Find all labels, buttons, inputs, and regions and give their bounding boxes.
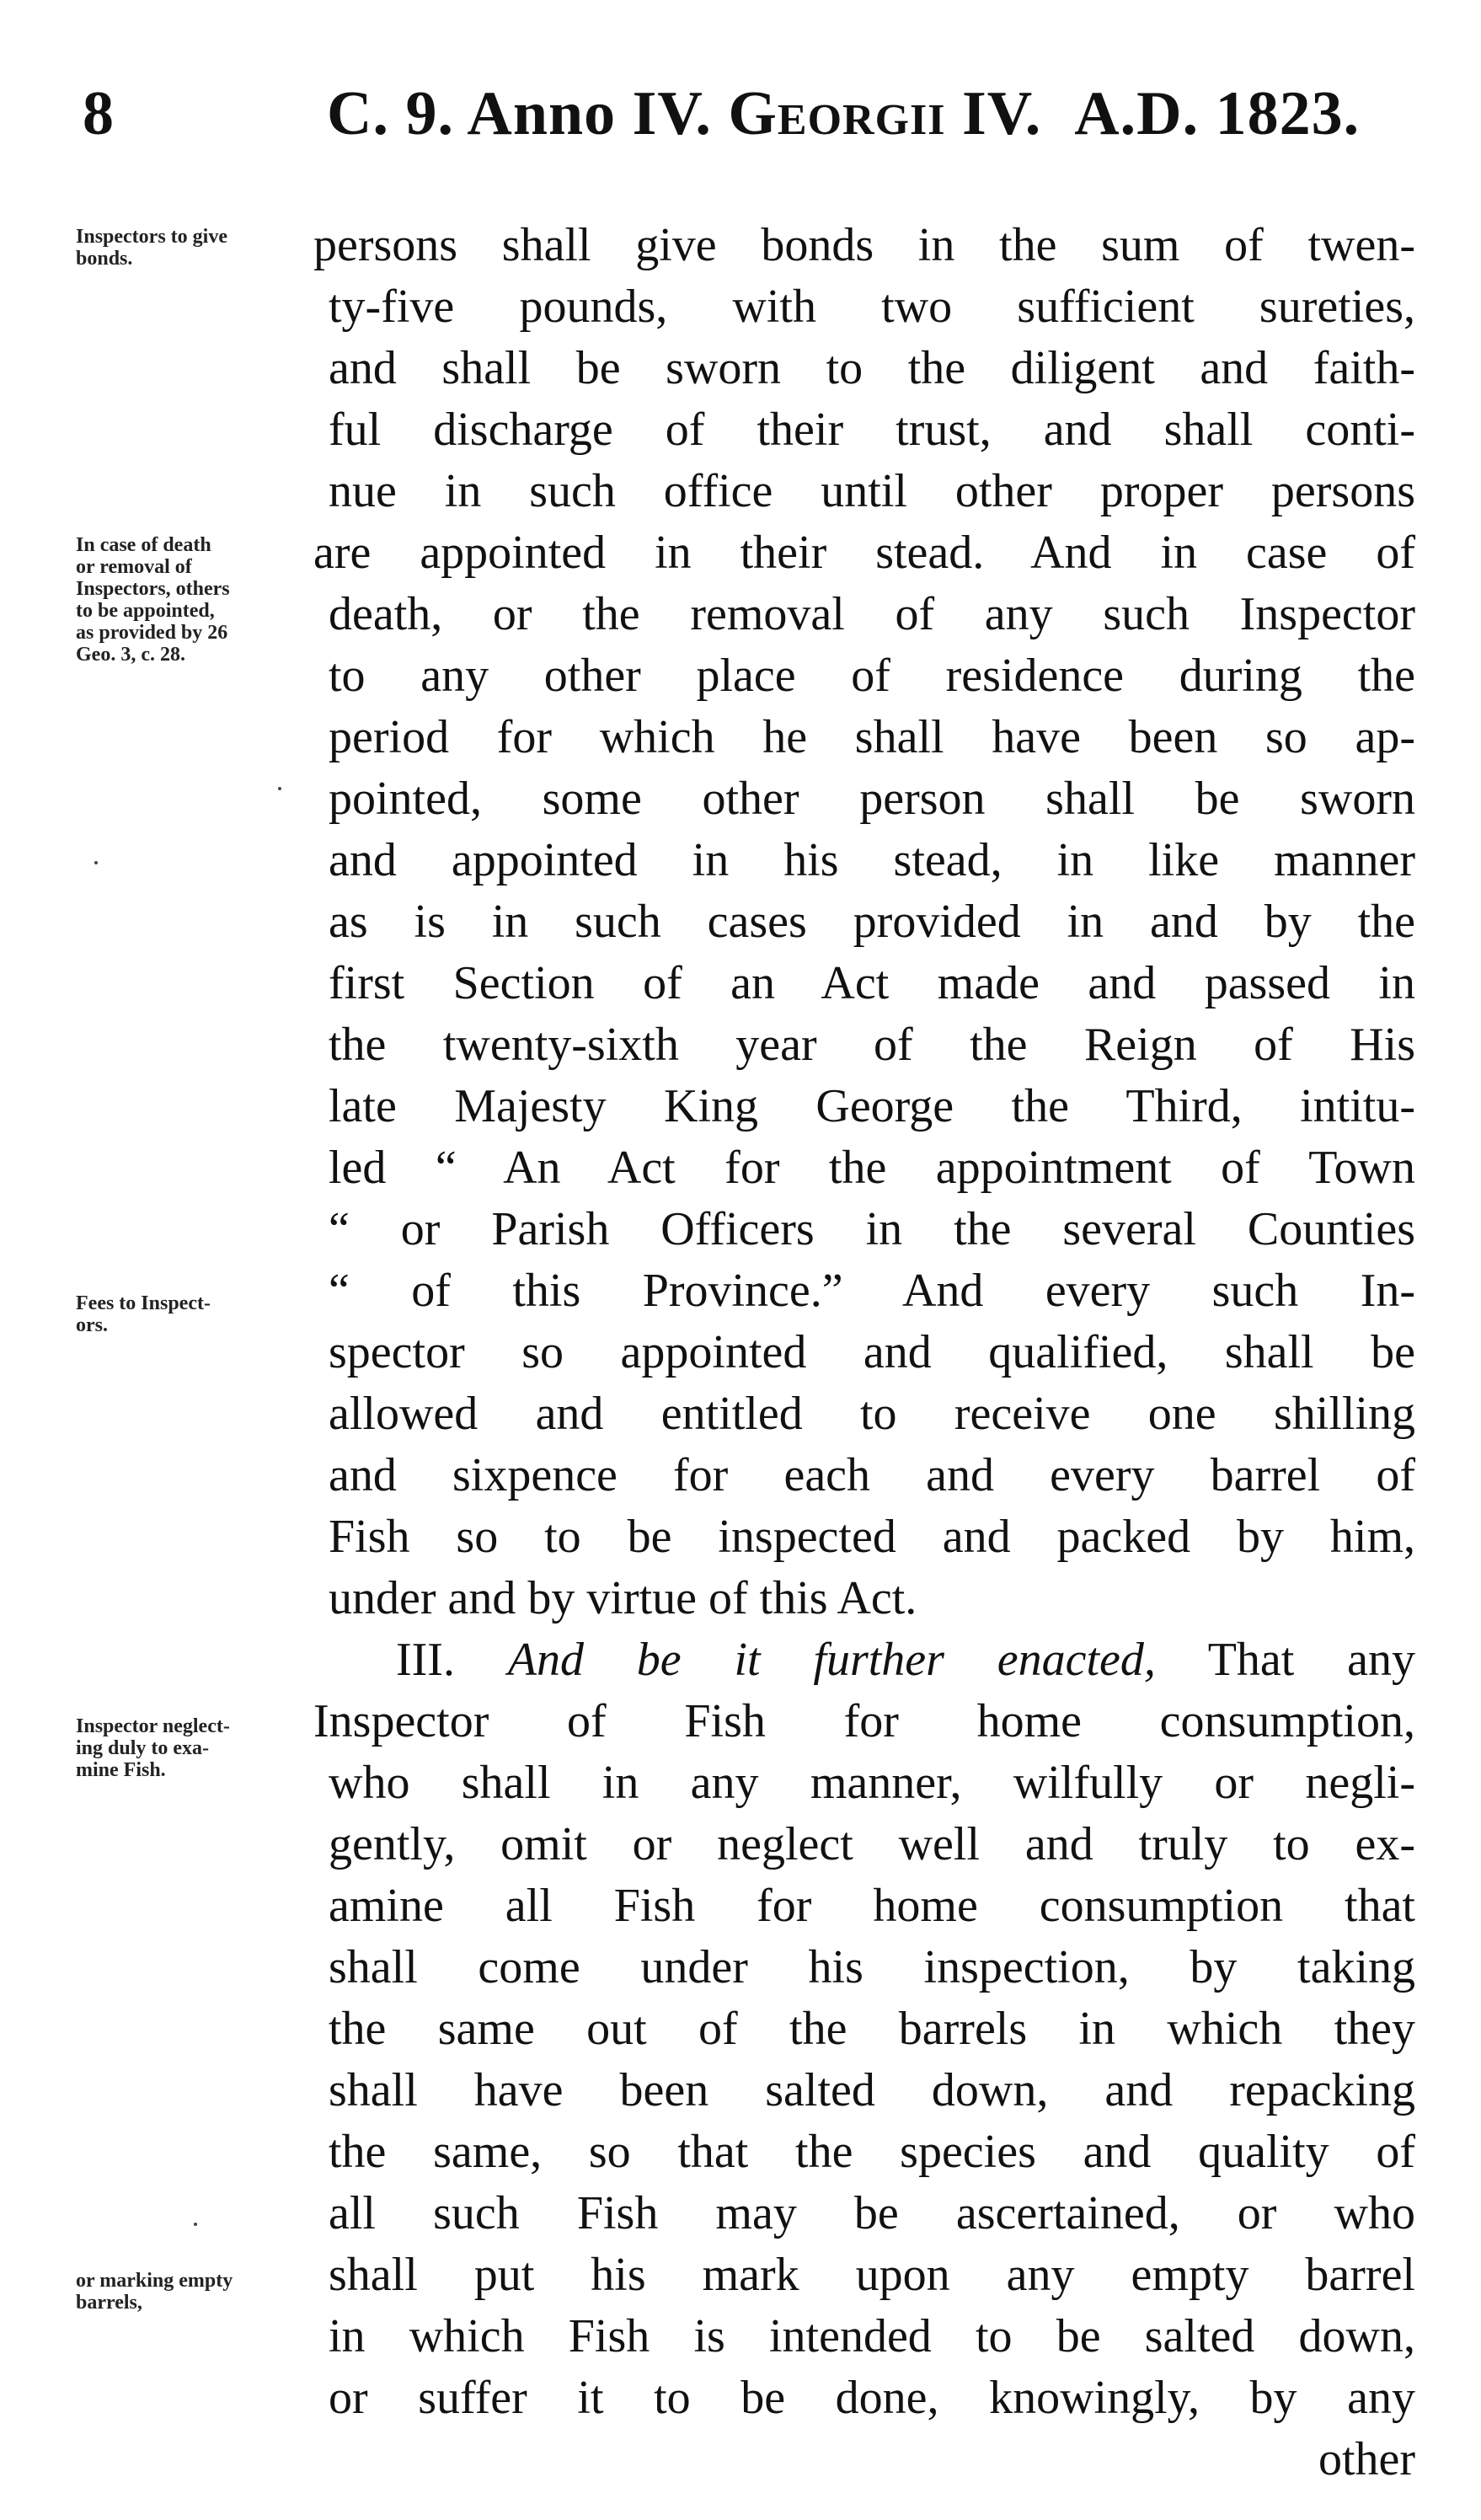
body-line: under and by virtue of this Act.	[329, 1572, 917, 1624]
scan-speck	[94, 861, 98, 864]
body-line: “ or Parish Officers in the several Counties	[329, 1203, 1415, 1255]
body-line: who shall in any manner, wilfully or negli-	[329, 1757, 1415, 1809]
calendar-year: A.D. 1823.	[1074, 79, 1361, 148]
body-line: shall have been salted down, and repacking	[329, 2064, 1415, 2116]
page-header-title	[327, 76, 1360, 152]
body-line: ful discharge of their trust, and shall conti-	[329, 404, 1415, 456]
margin-note-line: as provided by 26	[76, 622, 228, 644]
body-line: “ of this Province.” And every such In-	[329, 1265, 1415, 1317]
margin-note-line: ors.	[76, 1314, 108, 1336]
body-line: as is in such cases provided in and by the	[329, 896, 1415, 948]
body-line: spector so appointed and qualified, shall be	[329, 1326, 1415, 1378]
body-line: late Majesty King George the Third, intitu-	[329, 1080, 1415, 1132]
body-line: the same out of the barrels in which they	[329, 2003, 1415, 2055]
margin-note-line: Inspectors to give	[76, 226, 227, 248]
margin-note-line: or removal of	[76, 556, 192, 578]
body-line: nue in such office until other proper persons	[329, 465, 1415, 517]
body-line: the twenty-sixth year of the Reign of His	[329, 1019, 1415, 1071]
body-line: and sixpence for each and every barrel of	[329, 1449, 1415, 1501]
chapter-number: C. 9.	[327, 79, 454, 148]
body-line: to any other place of residence during the	[329, 650, 1415, 702]
page-number: 8	[83, 79, 114, 148]
scan-speck	[278, 787, 281, 790]
body-line: in which Fish is intended to be salted down,	[329, 2310, 1415, 2362]
body-line: ty-five pounds, with two sufficient sureties,	[329, 281, 1415, 333]
margin-note-line: bonds.	[76, 248, 133, 270]
margin-note-line: In case of death	[76, 534, 211, 556]
body-line: and shall be sworn to the diligent and faith-	[329, 342, 1415, 394]
body-line: shall put his mark upon any empty barrel	[329, 2249, 1415, 2301]
margin-note-line: Geo. 3, c. 28.	[76, 644, 185, 666]
scan-speck	[194, 2223, 197, 2226]
margin-note-line: Inspector neglect-	[76, 1715, 230, 1737]
margin-note-line: to be appointed,	[76, 600, 215, 622]
body-line: the same, so that the species and quality of	[329, 2126, 1415, 2178]
body-line: allowed and entitled to receive one shilling	[329, 1388, 1415, 1440]
enacting-clause: And be it further enacted,	[507, 1634, 1156, 1686]
body-line: amine all Fish for home consumption that	[329, 1880, 1415, 1932]
regnal-year-a: Anno IV. G	[467, 79, 778, 148]
margin-note-line: barrels,	[76, 2292, 142, 2314]
body-line: Fish so to be inspected and packed by him,	[329, 1511, 1415, 1563]
margin-note	[76, 2270, 329, 2314]
margin-note-line: mine Fish.	[76, 1759, 166, 1781]
body-line: pointed, some other person shall be sworn	[329, 773, 1415, 825]
body-line: gently, omit or neglect well and truly to ex-	[329, 1818, 1415, 1870]
section-number: III.	[396, 1634, 508, 1686]
margin-note-line: Fees to Inspect-	[76, 1292, 211, 1314]
margin-note	[76, 1715, 329, 1781]
regnal-year-b: IV.	[945, 79, 1042, 148]
body-line: and appointed in his stead, in like manner	[329, 834, 1415, 886]
body-line: led “ An Act for the appointment of Town	[329, 1142, 1415, 1194]
body-line: are appointed in their stead. And in case of	[313, 527, 1415, 579]
margin-note-line: Inspectors, others	[76, 578, 230, 600]
body-line: all such Fish may be ascertained, or who	[329, 2187, 1415, 2239]
body-line: death, or the removal of any such Inspector	[329, 588, 1415, 640]
body-line: shall come under his inspection, by taking	[329, 1941, 1415, 1993]
margin-note	[76, 534, 329, 666]
margin-note	[76, 1292, 329, 1336]
body-line: or suffer it to be done, knowingly, by any	[329, 2372, 1415, 2424]
running-head	[0, 76, 1481, 152]
margin-note-line: ing duly to exa-	[76, 1737, 210, 1759]
body-line: Inspector of Fish for home consumption,	[313, 1695, 1415, 1747]
margin-note	[76, 226, 329, 270]
catchword: other	[1318, 2433, 1415, 2485]
margin-note-line: or marking empty	[76, 2270, 233, 2292]
body-text	[313, 215, 1415, 2491]
body-line: persons shall give bonds in the sum of twen-	[313, 219, 1415, 271]
section-text: That any	[1155, 1634, 1415, 1686]
regnal-year-smallcaps: eorgii	[777, 79, 946, 148]
body-line: period for which he shall have been so ap-	[329, 711, 1415, 763]
body-line: first Section of an Act made and passed in	[329, 957, 1415, 1009]
section-heading-line	[329, 1629, 1415, 1691]
